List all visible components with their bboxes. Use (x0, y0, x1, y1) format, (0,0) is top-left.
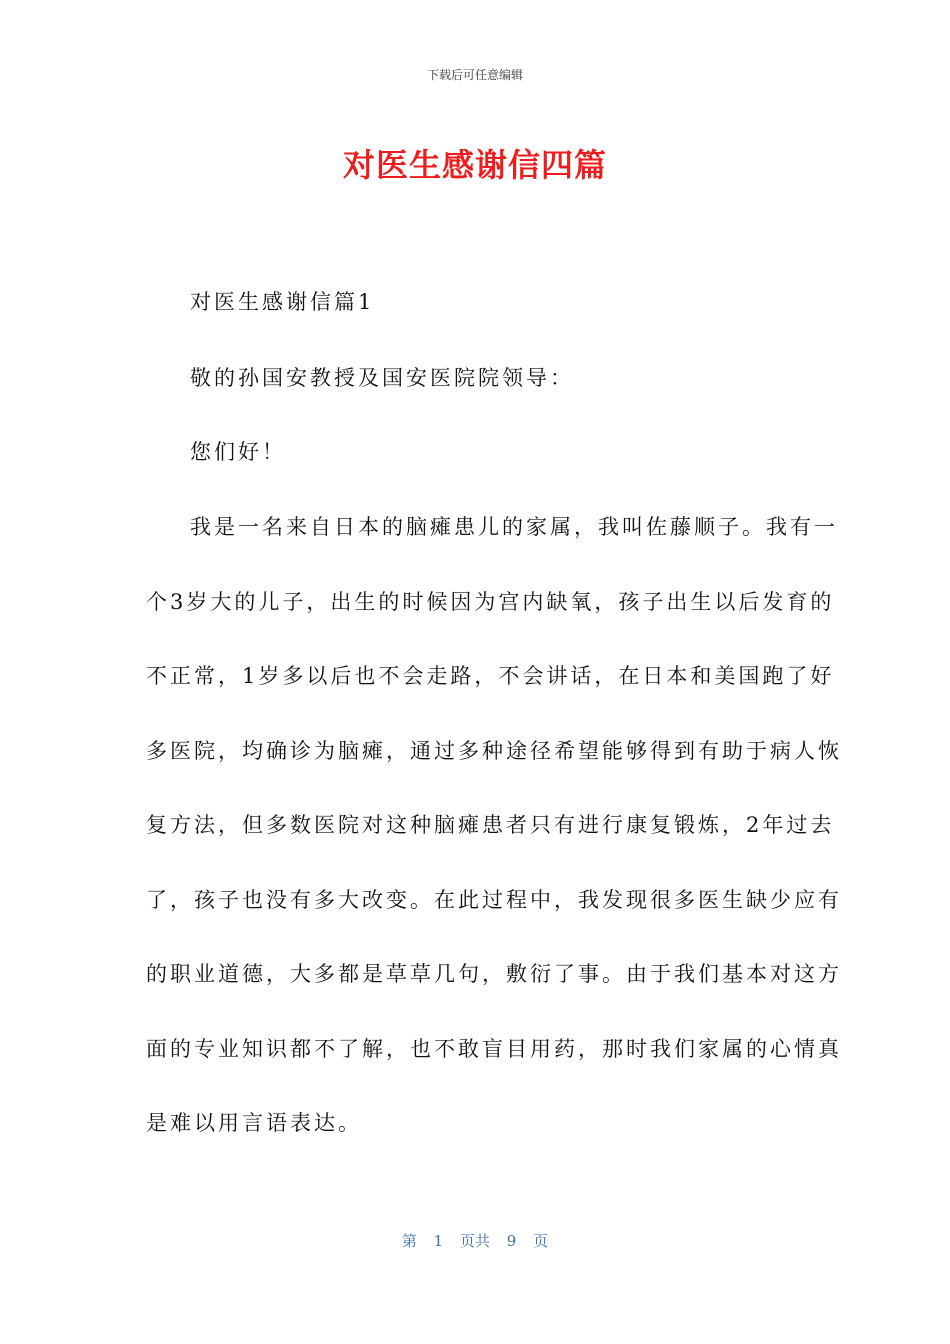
body-line: 面的专业知识都不了解，也不敢盲目用药，那时我们家属的心情真 (146, 1037, 842, 1061)
body-line: 多医院，均确诊为脑瘫，通过多种途径希望能够得到有助于病人恢 (146, 739, 842, 763)
greeting: 您们好！ (190, 440, 286, 464)
body-line: 复方法，但多数医院对这种脑瘫患者只有进行康复锻炼，2年过去 (146, 813, 835, 837)
salutation: 敬的孙国安教授及国安医院院领导： (190, 366, 574, 390)
footer-total-pages: 9 (506, 1232, 517, 1250)
body-line: 个3岁大的儿子，出生的时候因为宫内缺氧，孩子出生以后发育的 (146, 590, 835, 614)
footer-page-middle: 页共 (459, 1232, 490, 1250)
footer-page-prefix: 第 (401, 1232, 417, 1250)
footer-current-page: 1 (433, 1232, 444, 1250)
body-line: 的职业道德，大多都是草草几句，敷衍了事。由于我们基本对这方 (146, 962, 842, 986)
body-line: 了，孩子也没有多大改变。在此过程中，我发现很多医生缺少应有 (146, 888, 842, 912)
page-footer (0, 1230, 950, 1251)
body-line: 不正常，1岁多以后也不会走路，不会讲话，在日本和美国跑了好 (146, 664, 835, 688)
footer-page-suffix: 页 (533, 1232, 549, 1250)
section-heading: 对医生感谢信篇1 (190, 290, 375, 314)
document-title: 对医生感谢信四篇 (342, 146, 607, 184)
page-header-note: 下载后可任意编辑 (426, 68, 523, 82)
body-line: 是难以用言语表达。 (146, 1111, 362, 1135)
body-line: 我是一名来自日本的脑瘫患儿的家属，我叫佐藤顺子。我有一 (190, 515, 838, 539)
